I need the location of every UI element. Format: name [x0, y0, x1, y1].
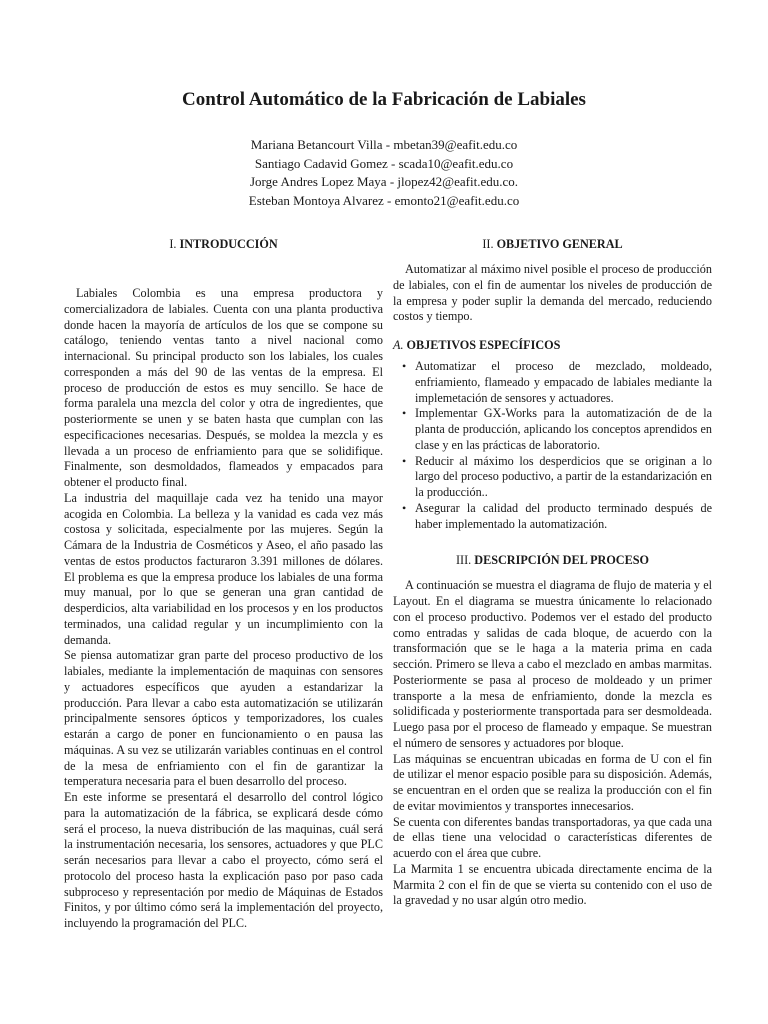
paragraph: Labiales Colombia es una empresa productora y comercializadora de labiales. Cuenta con una planta productiva donde hacen la mayoría de artículos de los que se compone su catálogo, teniendo ventas tanto a nivel nacional como internacional. Su principal producto son los labiales, los cuales corresponden a más del 90 de las ventas de la empresa. El proceso de producción de estos es muy sencillo. Se hace de forma paralela una mezcla del color y otra de ingredientes, que posteriormente se unen y se baten hasta que cumplan con las especificaciones necesarias. Después, se moldea la mezcla y es llevada a un proceso de enfriamiento para que se solidifique. Finalmente, son desmoldados, flameados y empacados para obtener el producto final. [64, 286, 383, 489]
paragraph: Se piensa automatizar gran parte del proceso productivo de los labiales, mediante la implementación de maquinas con sensores y actuadores específicos que ayuden a estandarizar la producción. Para llevar a cabo esta automatización se utilizarán principalmente sensores ópticos y temporizadores, los cuales estarán a cargo de poner en funcionamiento o en pausa las máquinas. A su vez se utilizarán variables continuas en el control de la mesa de enfriamiento con el fin de garantizar la temperatura necesaria para el buen desarrollo del proceso. [64, 648, 383, 789]
list-item: • Reducir al máximo los desperdicios que se originan a lo largo del proceso poductivo, a partir de la estandarización en la producción.. [415, 454, 712, 501]
author-line: Mariana Betancourt Villa - mbetan39@eafit.edu.co [250, 137, 518, 152]
paragraph: En este informe se presentará el desarrollo del control lógico para la automatización de la fábrica, se explicará desde cómo será el proceso, la nueva distribución de las maquinas, cuál será la instrumentación necesaria, los sensores, actuadores y que PLC serán necesarios para llevar a cabo el proyecto, cómo será el protocolo del proceso hasta la explicación paso por paso cada subproceso y representación por medio de Máquinas de Estados Finitos, y por último cómo será la implementación del proyecto, incluyendo la programación del PLC. [64, 790, 383, 930]
paragraph: La Marmita 1 se encuentra ubicada directamente encima de la Marmita 2 con el fin de que se vierta su contenido con el uso de la gravedad y no usar algún otro medio. [393, 861, 712, 908]
section-number: II. [482, 237, 494, 251]
list-item: • Automatizar el proceso de mezclado, moldeado, enfriamiento, flameado y empacado de labiales mediante la implemetación de sensores y actuadores. [415, 359, 712, 406]
paragraph: Automatizar al máximo nivel posible el proceso de producción de labiales, con el fin de aumentar los niveles de producción de la empresa y poder suplir la demanda del mercado, reduciendo costos y tiempo. [393, 262, 712, 324]
paragraph: A continuación se muestra el diagrama de flujo de materia y el Layout. En el diagrama se muestra únicamente lo relacionado con el proceso productivo. Podemos ver el estado del producto como entradas y salidas de cada bloque, de acuerdo con la transformación que se le haga a la materia prima en cada sección. Primero se lleva a cabo el mezclado en ambas marmitas. Posteriormente se pasa al proceso de moldeado y un primer transporte a la mesa de enfriamiento, donde la mezcla es solidificada y posteriormente transportada para ser desmoldeada. Luego pasa por el proceso de flameado y empaque. Se muestran el número de sensores y actuadores por bloque. [393, 578, 712, 750]
subsection-heading-objetivos-especificos [393, 337, 712, 353]
section-label: OBJETIVO GENERAL [496, 237, 623, 251]
section-heading-objetivo-general [393, 236, 712, 252]
section-label: INTRODUCCIÓN [179, 237, 278, 251]
section-heading-descripcion-del-proceso [393, 552, 712, 568]
list-item: • Asegurar la calidad del producto terminado después de haber implementado la automatización. [415, 501, 712, 533]
paragraph: La industria del maquillaje cada vez ha tenido una mayor acogida en Colombia. La belleza y la vanidad es cada vez más costosa y solicitada, especialmente por las mujeres. Según la Cámara de la Industria de Cosméticos y Aseo, el año pasado las ventas de estos productos facturaron 3.391 millones de dólares. El problema es que la empresa produce los labiales de una forma muy manual, por lo que se generan una gran cantidad de desperdicios, alta variabilidad en los procesos y en los productos terminados, una calidad regular y un incumplimiento con la demanda. [64, 490, 383, 647]
paragraph: Las máquinas se encuentran ubicadas en forma de U con el fin de utilizar el menor espacio posible para su disposición. Además, se encuentran en el orden que se realiza la producción con el fin de evitar movimientos y transportes innecesarios. [393, 751, 712, 813]
paragraph: Se cuenta con diferentes bandas transportadoras, ya que cada una de ellas tiene una velocidad o características diferentes de acuerdo con el área que cubre. [393, 814, 712, 860]
author-list [60, 136, 708, 210]
section-number: I. [169, 237, 177, 251]
paper-title: Control Automático de la Fabricación de Labiales [182, 89, 586, 110]
section-label: DESCRIPCIÓN DEL PROCESO [474, 553, 649, 568]
section-number: III. [456, 553, 472, 568]
left-column [64, 236, 383, 932]
subsection-number: A. [393, 338, 404, 352]
subsection-label: OBJETIVOS ESPECÍFICOS [406, 338, 561, 352]
author-line: Santiago Cadavid Gomez - scada10@eafit.edu.co [254, 155, 514, 171]
section-heading-introduccion [64, 236, 383, 252]
author-line: Jorge Andres Lopez Maya - jlopez42@eafit.edu.co. [249, 174, 519, 190]
author-line: Esteban Montoya Alvarez - emonto21@eafit.edu.co [248, 192, 520, 208]
right-column [393, 236, 712, 909]
list-item: • Implementar GX-Works para la automatización de de la planta de producción, aplicando los conceptos aprendidos en clase y en las prácticas de laboratorio. [415, 406, 712, 453]
objectives-list [393, 359, 712, 532]
